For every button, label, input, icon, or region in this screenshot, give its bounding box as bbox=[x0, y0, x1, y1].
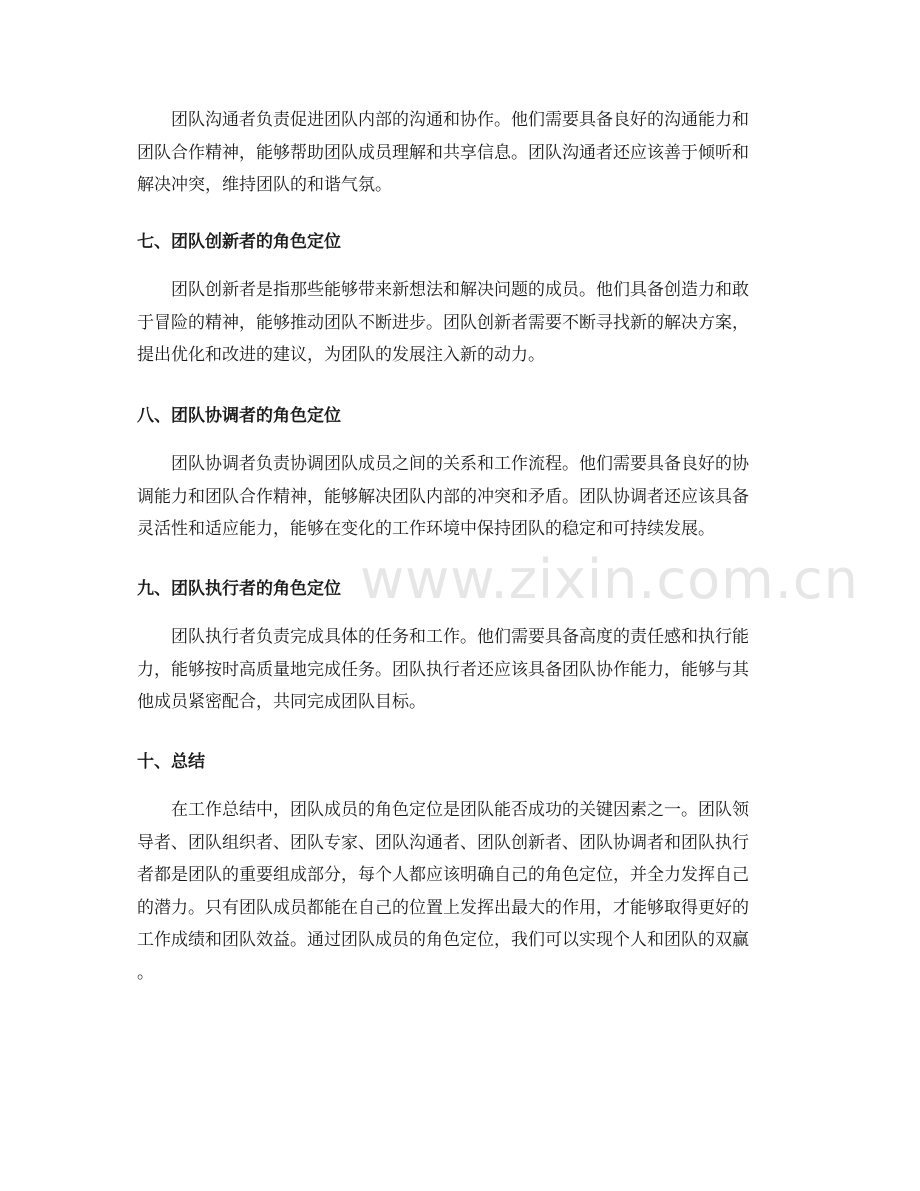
paragraph-line: 团队创新者是指那些能够带来新想法和解决问题的成员。他们具备创造力和敢 bbox=[171, 280, 749, 300]
section-heading: 九、团队执行者的角色定位 bbox=[137, 579, 341, 599]
paragraph-line: 调能力和团队合作精神，能够解决团队内部的冲突和矛盾。团队协调者还应该具备 bbox=[137, 486, 749, 507]
paragraph-line: 团队协调者负责协调团队成员之间的关系和工作流程。他们需要具备良好的协 bbox=[171, 454, 749, 474]
paragraph bbox=[137, 794, 785, 989]
paragraph-line: 在工作总结中，团队成员的角色定位是团队能否成功的关键因素之一。团队领 bbox=[171, 800, 749, 820]
watermark: www.zixin.com.cn bbox=[360, 548, 859, 611]
section-coordinator bbox=[137, 404, 785, 546]
paragraph bbox=[137, 274, 785, 372]
paragraph-line: 团队执行者负责完成具体的任务和工作。他们需要具备高度的责任感和执行能 bbox=[171, 627, 749, 647]
section-communicator bbox=[137, 104, 785, 202]
paragraph-line: 于冒险的精神，能够推动团队不断进步。团队创新者需要不断寻找新的解决方案， bbox=[137, 312, 749, 333]
paragraph-line: 力，能够按时高质量地完成任务。团队执行者还应该具备团队协作能力，能够与其 bbox=[137, 659, 749, 680]
paragraph bbox=[137, 104, 785, 202]
section-executor bbox=[137, 577, 785, 719]
section-heading: 七、团队创新者的角色定位 bbox=[137, 232, 341, 252]
paragraph-line: 团队合作精神，能够帮助团队成员理解和共享信息。团队沟通者还应该善于倾听和 bbox=[137, 142, 749, 163]
paragraph-line: 解决冲突，维持团队的和谐气氛。 bbox=[137, 175, 392, 195]
paragraph-line: 的潜力。只有团队成员都能在自己的位置上发挥出最大的作用，才能够取得更好的 bbox=[137, 897, 749, 918]
section-heading: 十、总结 bbox=[137, 752, 205, 772]
paragraph-line: 导者、团队组织者、团队专家、团队沟通者、团队创新者、团队协调者和团队执行 bbox=[137, 832, 749, 853]
section-summary bbox=[137, 750, 785, 989]
paragraph-line: 团队沟通者负责促进团队内部的沟通和协作。他们需要具备良好的沟通能力和 bbox=[171, 110, 749, 130]
paragraph-line: 。 bbox=[137, 962, 154, 983]
paragraph-line: 者都是团队的重要组成部分，每个人都应该明确自己的角色定位，并全力发挥自己 bbox=[137, 865, 749, 885]
section-innovator bbox=[137, 230, 785, 372]
paragraph-line: 灵活性和适应能力，能够在变化的工作环境中保持团队的稳定和可持续发展。 bbox=[137, 519, 715, 539]
section-heading: 八、团队协调者的角色定位 bbox=[137, 406, 341, 426]
paragraph-line: 他成员紧密配合，共同完成团队目标。 bbox=[137, 692, 426, 712]
paragraph bbox=[137, 621, 785, 719]
paragraph-line: 提出优化和改进的建议，为团队的发展注入新的动力。 bbox=[137, 345, 545, 365]
paragraph-line: 工作成绩和团队效益。通过团队成员的角色定位，我们可以实现个人和团队的双赢 bbox=[137, 930, 749, 950]
paragraph bbox=[137, 448, 785, 546]
